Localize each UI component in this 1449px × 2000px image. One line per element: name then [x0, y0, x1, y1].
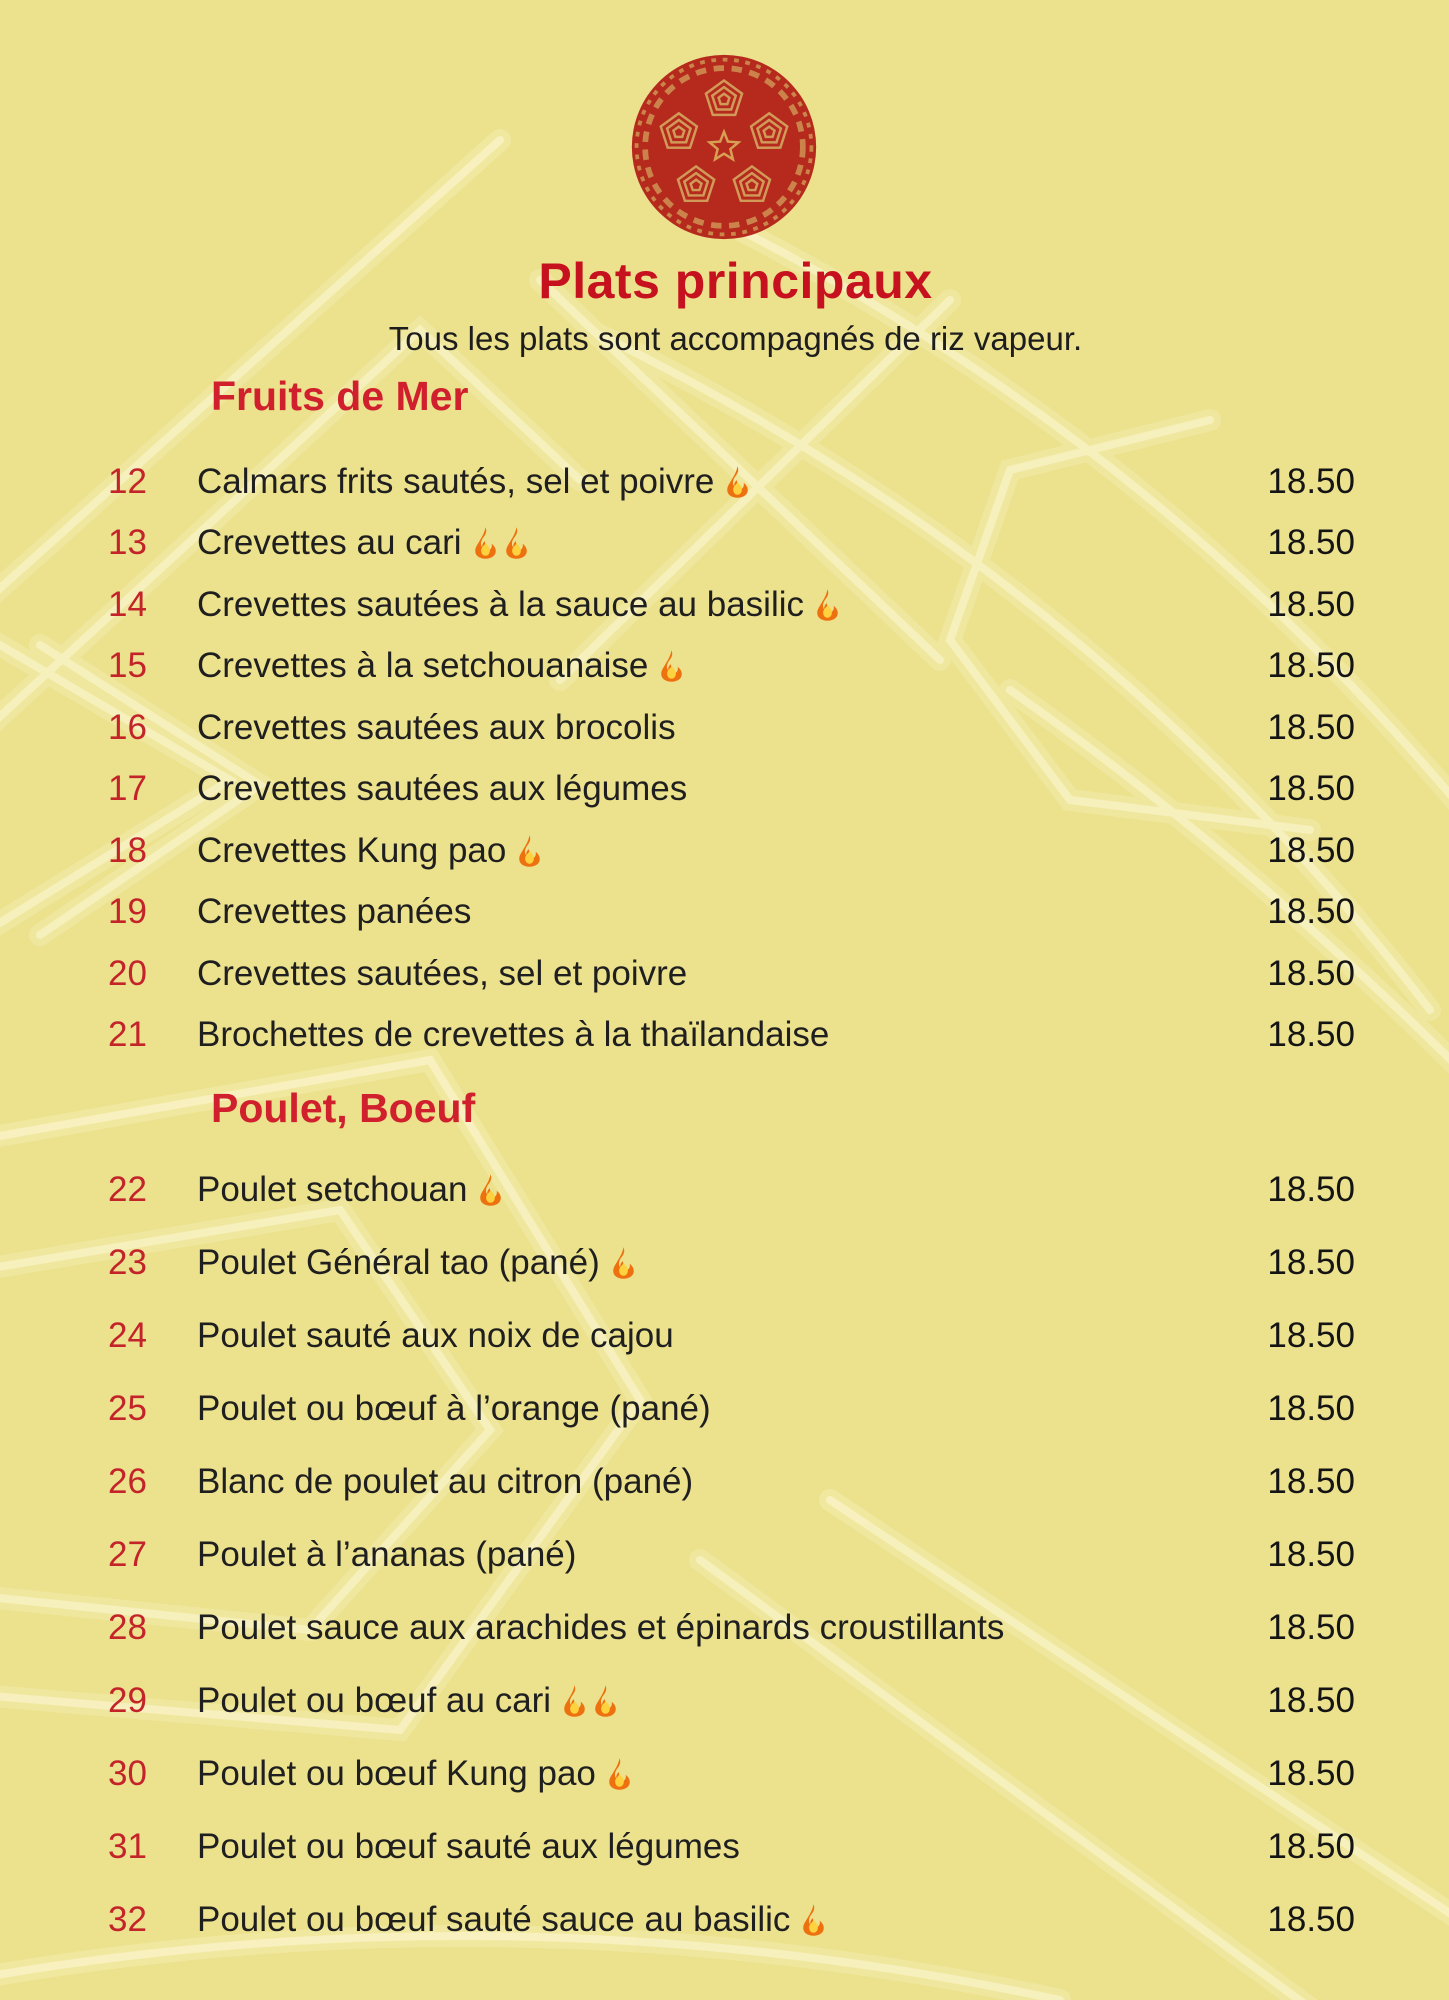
flame-icon — [515, 834, 544, 868]
spice-level — [609, 1246, 640, 1280]
menu-item-row — [0, 1153, 1449, 1226]
red-medallion-logo — [629, 52, 819, 242]
item-number: 19 — [108, 892, 147, 932]
section-rows — [0, 451, 1449, 1066]
spice-level — [813, 588, 844, 622]
item-name: Blanc de poulet au citron (pané) — [197, 1461, 694, 1501]
menu-item-row — [0, 1445, 1449, 1518]
item-price: 18.50 — [1267, 523, 1355, 563]
item-number: 23 — [108, 1242, 147, 1282]
menu-item-row — [0, 451, 1449, 513]
spice-level — [605, 1757, 636, 1791]
item-name: Poulet ou bœuf au cari — [197, 1680, 552, 1720]
menu-item-row — [0, 1299, 1449, 1372]
item-number: 12 — [108, 461, 147, 501]
menu-item-row — [0, 820, 1449, 882]
item-name: Poulet ou bœuf sauté sauce au basilic — [197, 1899, 791, 1939]
flame-icon — [605, 1757, 634, 1791]
item-number: 32 — [108, 1899, 147, 1939]
spice-level — [471, 526, 533, 560]
item-number: 20 — [108, 953, 147, 993]
item-name: Crevettes sautées, sel et poivre — [197, 953, 688, 993]
menu-item-row — [0, 1372, 1449, 1445]
item-number: 15 — [108, 646, 147, 686]
menu-item-row — [0, 1664, 1449, 1737]
spice-level — [657, 649, 688, 683]
menu-item-row — [0, 759, 1449, 821]
item-price: 18.50 — [1267, 1680, 1355, 1720]
menu-item-row — [0, 697, 1449, 759]
flame-icon — [723, 465, 752, 499]
flame-icon — [502, 526, 531, 560]
item-price: 18.50 — [1267, 1015, 1355, 1055]
item-number: 13 — [108, 523, 147, 563]
flame-icon — [560, 1684, 589, 1718]
menu-section — [0, 370, 1449, 1066]
item-number: 25 — [108, 1388, 147, 1428]
item-price: 18.50 — [1267, 707, 1355, 747]
menu-section — [0, 1082, 1449, 1956]
menu-item-row — [0, 636, 1449, 698]
page-subtitle: Tous les plats sont accompagnés de riz vapeur. — [388, 320, 1083, 357]
flame-icon — [799, 1903, 828, 1937]
item-price: 18.50 — [1267, 461, 1355, 501]
item-price: 18.50 — [1267, 892, 1355, 932]
item-name: Poulet sauce aux arachides et épinards croustillants — [197, 1607, 1005, 1647]
item-price: 18.50 — [1267, 830, 1355, 870]
item-name: Poulet Général tao (pané) — [197, 1242, 600, 1282]
item-number: 22 — [108, 1169, 147, 1209]
item-name: Crevettes panées — [197, 892, 472, 932]
section-header: Fruits de Mer — [211, 373, 469, 419]
flame-icon — [813, 588, 842, 622]
item-name: Brochettes de crevettes à la thaïlandaise — [197, 1015, 830, 1055]
item-price: 18.50 — [1267, 1388, 1355, 1428]
item-price: 18.50 — [1267, 1169, 1355, 1209]
item-name: Poulet à l’ananas (pané) — [197, 1534, 577, 1574]
menu-item-row — [0, 1518, 1449, 1591]
item-name: Crevettes à la setchouanaise — [197, 646, 649, 686]
item-price: 18.50 — [1267, 1315, 1355, 1355]
menu-item-row — [0, 882, 1449, 944]
flame-icon — [657, 649, 686, 683]
section-rows — [0, 1153, 1449, 1956]
item-price: 18.50 — [1267, 584, 1355, 624]
flame-icon — [609, 1246, 638, 1280]
item-number: 24 — [108, 1315, 147, 1355]
flame-icon — [476, 1173, 505, 1207]
item-price: 18.50 — [1267, 1899, 1355, 1939]
item-price: 18.50 — [1267, 1461, 1355, 1501]
item-price: 18.50 — [1267, 953, 1355, 993]
menu-item-row — [0, 1226, 1449, 1299]
item-name: Calmars frits sautés, sel et poivre — [197, 461, 715, 501]
section-header: Poulet, Boeuf — [211, 1085, 476, 1131]
item-number: 26 — [108, 1461, 147, 1501]
item-number: 31 — [108, 1826, 147, 1866]
item-name: Crevettes sautées aux brocolis — [197, 707, 676, 747]
spice-level — [723, 465, 754, 499]
item-price: 18.50 — [1267, 1534, 1355, 1574]
item-name: Poulet sauté aux noix de cajou — [197, 1315, 674, 1355]
item-name: Poulet ou bœuf Kung pao — [197, 1753, 596, 1793]
item-number: 17 — [108, 769, 147, 809]
item-name: Crevettes au cari — [197, 523, 462, 563]
page-title: Plats principaux — [538, 253, 933, 309]
item-number: 29 — [108, 1680, 147, 1720]
flame-icon — [471, 526, 500, 560]
item-number: 28 — [108, 1607, 147, 1647]
menu-item-row — [0, 574, 1449, 636]
flame-icon — [591, 1684, 620, 1718]
spice-level — [560, 1684, 622, 1718]
menu-item-row — [0, 1737, 1449, 1810]
spice-level — [799, 1903, 830, 1937]
item-price: 18.50 — [1267, 1826, 1355, 1866]
item-name: Crevettes Kung pao — [197, 830, 507, 870]
item-number: 30 — [108, 1753, 147, 1793]
item-name: Poulet ou bœuf à l’orange (pané) — [197, 1388, 711, 1428]
item-price: 18.50 — [1267, 646, 1355, 686]
item-price: 18.50 — [1267, 1753, 1355, 1793]
spice-level — [515, 834, 546, 868]
menu-item-row — [0, 1883, 1449, 1956]
menu-item-row — [0, 1591, 1449, 1664]
item-name: Crevettes sautées à la sauce au basilic — [197, 584, 804, 624]
item-number: 16 — [108, 707, 147, 747]
item-number: 18 — [108, 830, 147, 870]
menu-item-row — [0, 943, 1449, 1005]
item-price: 18.50 — [1267, 769, 1355, 809]
item-number: 14 — [108, 584, 147, 624]
item-name: Crevettes sautées aux légumes — [197, 769, 688, 809]
menu-item-row — [0, 1810, 1449, 1883]
item-price: 18.50 — [1267, 1607, 1355, 1647]
spice-level — [476, 1173, 507, 1207]
item-price: 18.50 — [1267, 1242, 1355, 1282]
menu-item-row — [0, 513, 1449, 575]
item-name: Poulet setchouan — [197, 1169, 468, 1209]
menu-item-row — [0, 1005, 1449, 1067]
item-number: 27 — [108, 1534, 147, 1574]
item-number: 21 — [108, 1015, 147, 1055]
item-name: Poulet ou bœuf sauté aux légumes — [197, 1826, 740, 1866]
